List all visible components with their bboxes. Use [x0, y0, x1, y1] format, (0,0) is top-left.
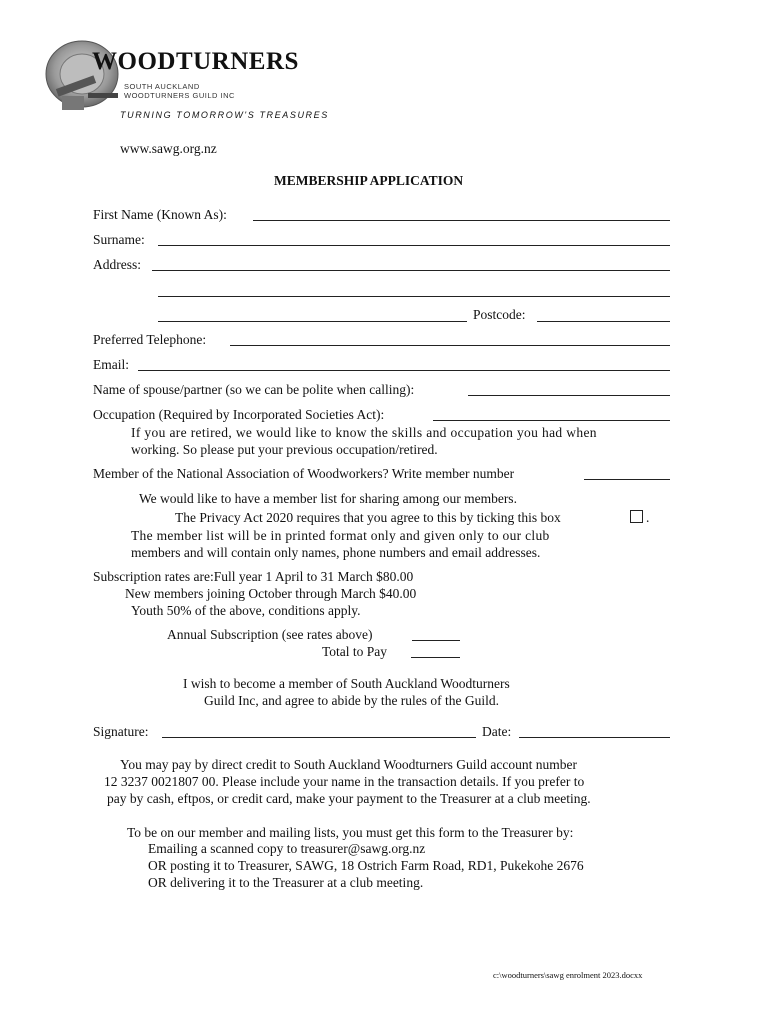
logo-name: WOODTURNERS	[92, 48, 299, 75]
signature-label: Signature:	[93, 724, 149, 739]
declaration-line-1: I wish to become a member of South Auckland Woodturners	[183, 676, 510, 691]
date-line[interactable]	[519, 737, 670, 738]
telephone-label: Preferred Telephone:	[93, 332, 207, 347]
submission-line-2: Emailing a scanned copy to treasurer@sawg.org.nz	[148, 841, 426, 856]
email-label: Email:	[93, 357, 129, 372]
privacy-line-1: We would like to have a member list for sharing among our members.	[139, 491, 517, 506]
website: www.sawg.org.nz	[120, 141, 217, 156]
logo-tagline: TURNING TOMORROW'S TREASURES	[120, 110, 329, 120]
declaration-line-2: Guild Inc, and agree to abide by the rules of the Guild.	[204, 693, 500, 708]
email-line[interactable]	[138, 370, 670, 371]
first-name-line[interactable]	[253, 220, 670, 221]
total-to-pay-label: Total to Pay	[322, 644, 388, 659]
telephone-line[interactable]	[230, 345, 670, 346]
address-line-2[interactable]	[158, 296, 670, 297]
spouse-line[interactable]	[468, 395, 670, 396]
footer-filepath: c:\woodturners\sawg enrolment 2023.docxx	[493, 970, 643, 980]
payment-line-1: You may pay by direct credit to South Auckland Woodturners Guild account number	[120, 757, 577, 772]
signature-line[interactable]	[162, 737, 476, 738]
submission-line-3: OR posting it to Treasurer, SAWG, 18 Ostrich Farm Road, RD1, Pukekohe 2676	[148, 858, 584, 873]
annual-subscription-label: Annual Subscription (see rates above)	[167, 627, 373, 642]
spouse-label: Name of spouse/partner (so we can be polite when calling):	[93, 382, 415, 397]
occupation-note-1: If you are retired, we would like to know the skills and occupation you had when	[131, 425, 597, 440]
naw-number-line[interactable]	[584, 479, 670, 480]
privacy-line-2: The Privacy Act 2020 requires that you agree to this by ticking this box	[175, 510, 561, 525]
logo-subtitle-2: WOODTURNERS GUILD INC	[124, 91, 235, 100]
occupation-line[interactable]	[433, 420, 670, 421]
address-line-1[interactable]	[152, 270, 670, 271]
privacy-line-4: members and will contain only names, phone numbers and email addresses.	[131, 545, 541, 560]
payment-line-3: pay by cash, eftpos, or credit card, make your payment to the Treasurer at a club meeting.	[107, 791, 591, 806]
address-label: Address:	[93, 257, 141, 272]
annual-subscription-line[interactable]	[412, 640, 460, 641]
privacy-line-3: The member list will be in printed format only and given only to our club	[131, 528, 550, 543]
logo	[42, 38, 342, 128]
submission-line-4: OR delivering it to the Treasurer at a club meeting.	[148, 875, 424, 890]
address-line-3[interactable]	[158, 321, 467, 322]
surname-line[interactable]	[158, 245, 670, 246]
subscription-line-1: Subscription rates are:Full year 1 April to 31 March $80.00	[93, 569, 414, 584]
occupation-note-2: working. So please put your previous occupation/retired.	[131, 442, 438, 457]
date-label: Date:	[482, 724, 512, 739]
privacy-consent-checkbox[interactable]	[630, 510, 643, 523]
logo-subtitle-1: SOUTH AUCKLAND	[124, 82, 200, 91]
postcode-label: Postcode:	[473, 307, 526, 322]
subscription-line-2: New members joining October through March $40.00	[125, 586, 417, 601]
privacy-line-2-end: .	[646, 510, 650, 525]
subscription-line-3: Youth 50% of the above, conditions apply.	[131, 603, 361, 618]
submission-line-1: To be on our member and mailing lists, you must get this form to the Treasurer by:	[127, 825, 574, 840]
first-name-label: First Name (Known As):	[93, 207, 227, 222]
naw-label: Member of the National Association of Woodworkers? Write member number	[93, 466, 515, 481]
postcode-line[interactable]	[537, 321, 670, 322]
occupation-label: Occupation (Required by Incorporated Societies Act):	[93, 407, 385, 422]
surname-label: Surname:	[93, 232, 145, 247]
total-to-pay-line[interactable]	[411, 657, 460, 658]
payment-line-2: 12 3237 0021807 00. Please include your name in the transaction details. If you prefer to	[104, 774, 585, 789]
page-title: MEMBERSHIP APPLICATION	[274, 173, 464, 188]
